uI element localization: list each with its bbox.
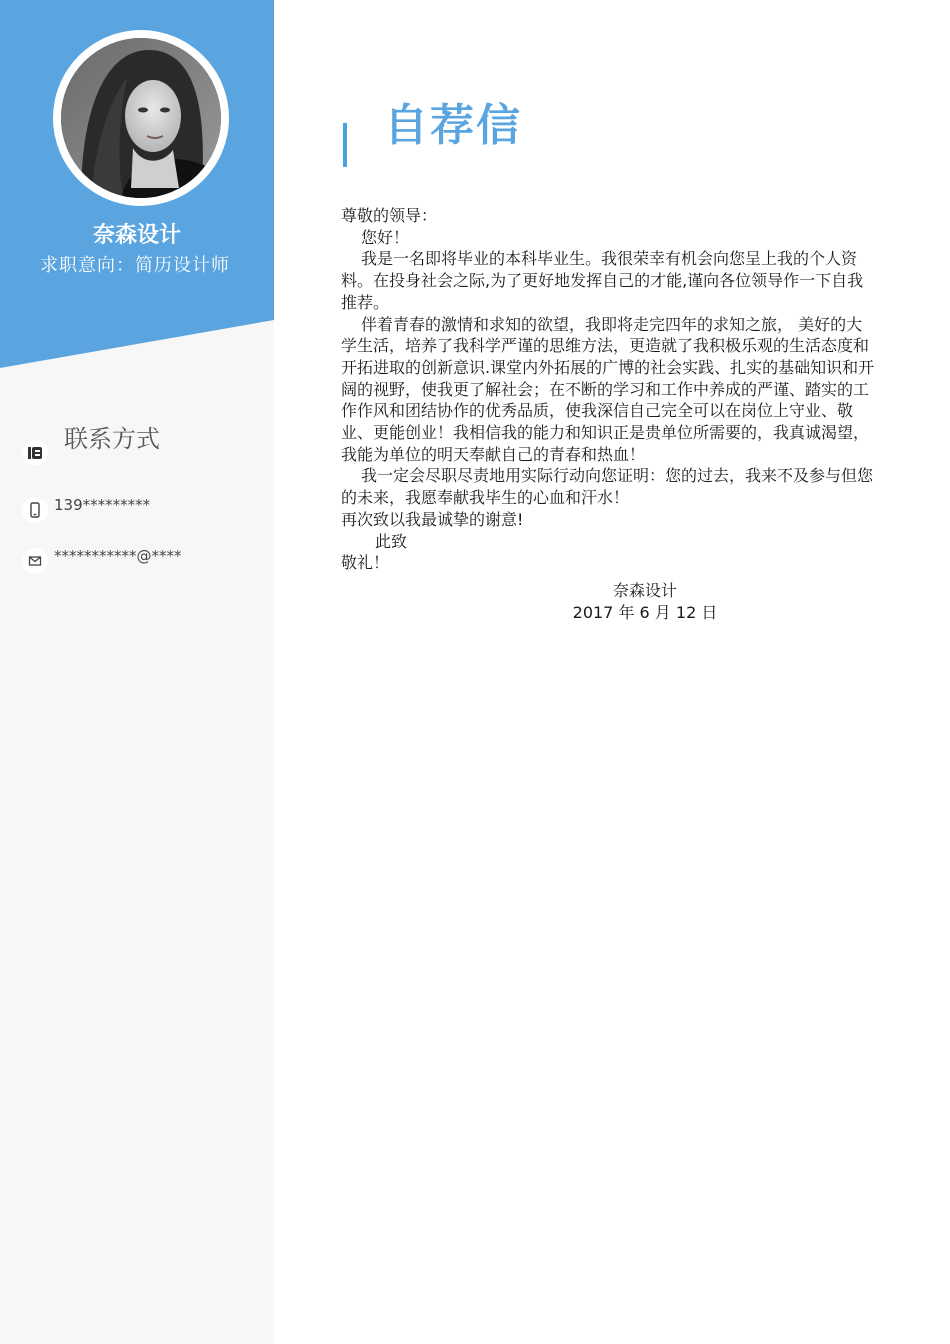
- date: 2017 年 6 月 12 日: [572, 603, 718, 622]
- letter-body: [341, 205, 875, 574]
- avatar-frame: [53, 30, 229, 206]
- phone-icon: [22, 497, 48, 523]
- phone-text: 139*********: [54, 496, 151, 514]
- contact-email: [22, 545, 262, 573]
- thanks-line: 再次致以我最诚挚的谢意!: [341, 509, 524, 529]
- contact-phone: [22, 494, 262, 522]
- page-title: 自荐信: [384, 100, 522, 151]
- closing-line-1: 此致: [375, 531, 408, 551]
- title-accent-bar: [343, 123, 347, 167]
- avatar-photo: [61, 38, 221, 198]
- paragraph-experience: 伴着青春的激情和求知的欲望，我即将走完四年的求知之旅， 美好的大学生活，培养了我科学严谨的思维方法，更造就了我积极乐观的生活态度和开拓进取的创新意识.课堂内外拓展的广博的社会实践、扎实的基础知识和开阔的视野，使我更了解社会；在不断的学习和工作中养成的严谨、踏实的工作作风和团结协作的优秀品质，使我深信自己完全可以在岗位上守业、敬业、更能创业！我相信我的能力和知识正是贵单位所需要的，我真诚渴望，我能为单位的明天奉献自己的青春和热血！: [341, 314, 875, 464]
- contact-title: 联系方式: [64, 425, 160, 453]
- salutation: 尊敬的领导：: [341, 206, 438, 225]
- paragraph-commitment: 我一定会尽职尽责地用实际行动向您证明：您的过去，我来不及参与但您的未来，我愿奉献我毕生的心血和汗水！: [341, 466, 874, 508]
- closing-line-2: 敬礼！: [341, 553, 390, 573]
- candidate-name: 奈森设计: [92, 223, 181, 248]
- job-intent: 求职意向：简历设计师: [40, 255, 230, 276]
- email-text: ***********@****: [54, 547, 182, 565]
- greeting: 您好！: [361, 227, 410, 247]
- contact-section-header: [22, 420, 262, 460]
- mail-icon: [22, 548, 48, 574]
- sidebar: [0, 0, 274, 1344]
- contact-card-icon: [22, 440, 48, 466]
- signature: 奈森设计: [612, 581, 677, 600]
- avatar: [61, 38, 221, 198]
- paragraph-intro: 我是一名即将毕业的本科毕业生。我很荣幸有机会向您呈上我的个人资料。在投身社会之际,为了更好地发挥自己的才能,谨向各位领导作一下自我推荐。: [341, 249, 864, 312]
